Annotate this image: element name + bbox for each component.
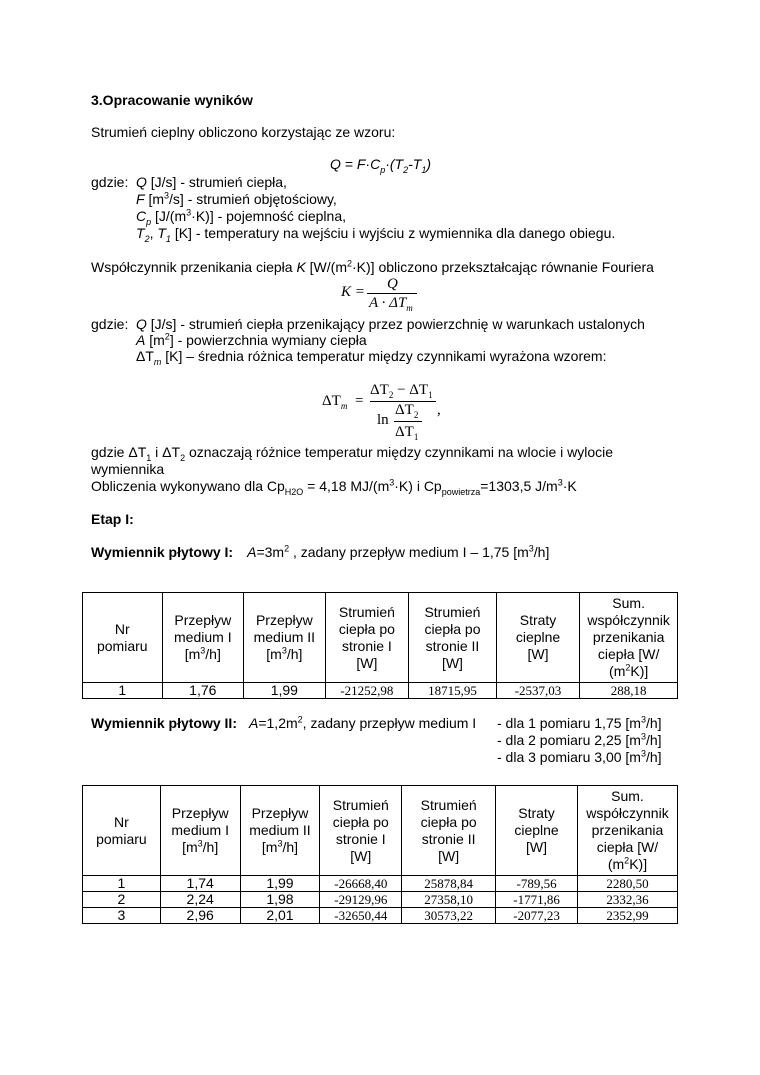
col-header-heat-flux-side-1: Strumień ciepła po stronie I [W] (320, 786, 402, 876)
col-header-flow-medium-1: Przepływ medium I $[m^3/h]$ (160, 786, 240, 876)
exchanger-2-flow-1: - dla 1 pomiaru 1,75 $[m^3/h]$ (497, 714, 662, 731)
formula-dtm-inner-numerator: $\Delta T_2$ (395, 402, 419, 420)
col-header-flow-medium-2: Przepływ medium II $[m^3/h]$ (244, 593, 326, 683)
cell-no: 1 (83, 683, 163, 699)
cell-heat-1: -32650,44 (320, 908, 402, 924)
stage-title: Etap I: (91, 511, 134, 527)
exchanger-2-heading: Wymiennik płytowy II: $A=1,2m^2$, zadany przepływ medium I (91, 714, 477, 731)
cell-heat-2: 25878,84 (402, 876, 496, 892)
cell-heat-1: -29129,96 (320, 892, 402, 908)
cell-flow-2: 2,01 (240, 908, 320, 924)
cell-coefficient: 2332,36 (577, 892, 677, 908)
definition-cp: $C_p$ $[J/(m^3\cdot K)]$ - pojemność cieplna, (136, 207, 346, 227)
cell-heat-2: 30573,22 (402, 908, 496, 924)
cell-losses: -2537,03 (496, 683, 580, 699)
cell-losses: -1771,86 (496, 892, 578, 908)
cell-heat-2: 27358,10 (402, 892, 496, 908)
definition-a: A $[m^2]$ - powierzchnia wymiany ciepła (136, 331, 367, 348)
col-header-heat-losses: Straty cieplne [W] (496, 786, 578, 876)
formula-dtm-trail: , (437, 402, 441, 418)
definition-q: Q [J/s] - strumień ciepła, (136, 174, 287, 190)
cell-no: 1 (83, 876, 161, 892)
formula-dtm-inner-denominator: $\Delta T_1$ (395, 424, 419, 442)
definition-q2: Q [J/s] - strumień ciepła przenikający przez powierzchnię w warunkach ustalonych (136, 316, 645, 332)
definition-f: F $[m^3/s]$ - strumień objętościowy, (136, 190, 337, 207)
formula-dtm-inner-bar (394, 421, 422, 422)
cell-heat-1: -26668,40 (320, 876, 402, 892)
cell-coefficient: 2280,50 (577, 876, 677, 892)
col-header-heat-flux-side-2: Strumień ciepła po stronie II [W] (409, 593, 497, 683)
col-header-heat-losses: Straty cieplne [W] (496, 593, 580, 683)
col-header-measurement-no: Nr pomiaru (83, 786, 161, 876)
table-row (83, 908, 678, 924)
exchanger-1-heading: Wymiennik płytowy I: $A=3m^2$ , zadany przepływ medium I – 1,75 $[m^3/h]$ (91, 543, 550, 560)
formula-k-lhs: K = (341, 284, 365, 300)
cell-flow-1: 2,24 (160, 892, 240, 908)
col-header-measurement-no: Nr pomiaru (83, 593, 163, 683)
table-1-header-row (83, 593, 678, 683)
calc-constants: Obliczenia wykonywano dla $Cp_{H2O} = 4,18$ $MJ/(m^3\cdot K)$ i $Cp_{powietrza}=1303,5$ $J/m^3\cdot K$ (91, 477, 577, 497)
cell-no: 2 (83, 892, 161, 908)
exchanger-2-flow-3: - dla 3 pomiaru 3,00 $[m^3/h]$ (497, 748, 662, 765)
table-row (83, 683, 678, 699)
cell-losses: -789,56 (496, 876, 578, 892)
dt-note: gdzie $\Delta T_1$ i $\Delta T_2$ oznaczają różnice temperatur między czynnikami na wlocie i wylocie (91, 444, 614, 463)
formula-k-denominator: $A \cdot \Delta T_m$ (369, 295, 413, 313)
formula-dtm-equals: = (355, 393, 364, 409)
formula-k-numerator: Q (387, 276, 398, 292)
formula-k-fraction-bar (367, 293, 417, 294)
cell-losses: -2077,23 (496, 908, 578, 924)
section-title: 3.Opracowanie wyników (91, 92, 253, 108)
col-header-flow-medium-1: Przepływ medium I $[m^3/h]$ (162, 593, 244, 683)
where-label-2: gdzie: (91, 316, 129, 332)
table-row (83, 892, 678, 908)
cell-no: 3 (83, 908, 161, 924)
cell-flow-1: 1,74 (160, 876, 240, 892)
col-header-flow-medium-2: Przepływ medium II $[m^3/h]$ (240, 786, 320, 876)
definition-dtm: $\Delta T_m$ [K] – średnia różnica temperatur między czynnikami wyrażona wzorem: (136, 348, 607, 367)
col-header-transfer-coefficient: Sum. współczynnik przenikania ciepła [W/ $(m^2K)$] (577, 786, 677, 876)
cell-heat-1: -21252,98 (325, 683, 409, 699)
results-table-2 (82, 785, 678, 924)
where-label-1: gdzie: (91, 174, 129, 190)
intro-text: Strumień cieplny obliczono korzystając ze wzoru: (91, 124, 396, 140)
col-header-transfer-coefficient: Sum. współczynnik przenikania ciepła [W/ $(m^2K)$] (580, 593, 678, 683)
k-intro: Współczynnik przenikania ciepła K $[W/(m^2\cdot K)]$ obliczono przekształcając równanie Fouriera (91, 258, 654, 275)
col-header-heat-flux-side-1: Strumień ciepła po stronie I [W] (325, 593, 409, 683)
formula-dtm-ln: ln (377, 412, 389, 428)
table-2-header-row (83, 786, 678, 876)
results-table-1 (82, 592, 678, 699)
formula-dtm-lhs: $\Delta T_m$ (322, 393, 348, 411)
cell-heat-2: 18715,95 (409, 683, 497, 699)
cell-flow-2: 1,99 (244, 683, 326, 699)
cell-coefficient: 288,18 (580, 683, 678, 699)
cell-coefficient: 2352,99 (577, 908, 677, 924)
cell-flow-2: 1,98 (240, 892, 320, 908)
col-header-heat-flux-side-2: Strumień ciepła po stronie II [W] (402, 786, 496, 876)
dt-note-line2: wymiennika (91, 461, 165, 477)
cell-flow-1: 1,76 (162, 683, 244, 699)
cell-flow-1: 2,96 (160, 908, 240, 924)
cell-flow-2: 1,99 (240, 876, 320, 892)
table-row (83, 876, 678, 892)
exchanger-2-flow-2: - dla 2 pomiaru 2,25 $[m^3/h]$ (497, 731, 662, 748)
formula-heat-flow: $Q = F\cdot C_p\cdot(T_2-T_1)$ (330, 156, 432, 175)
definition-t: $T_2$, $T_1$ [K] - temperatury na wejściu i wyjściu z wymiennika dla danego obiegu. (136, 225, 616, 244)
formula-dtm-numerator: $\Delta T_2 - \Delta T_1$ (370, 382, 433, 400)
